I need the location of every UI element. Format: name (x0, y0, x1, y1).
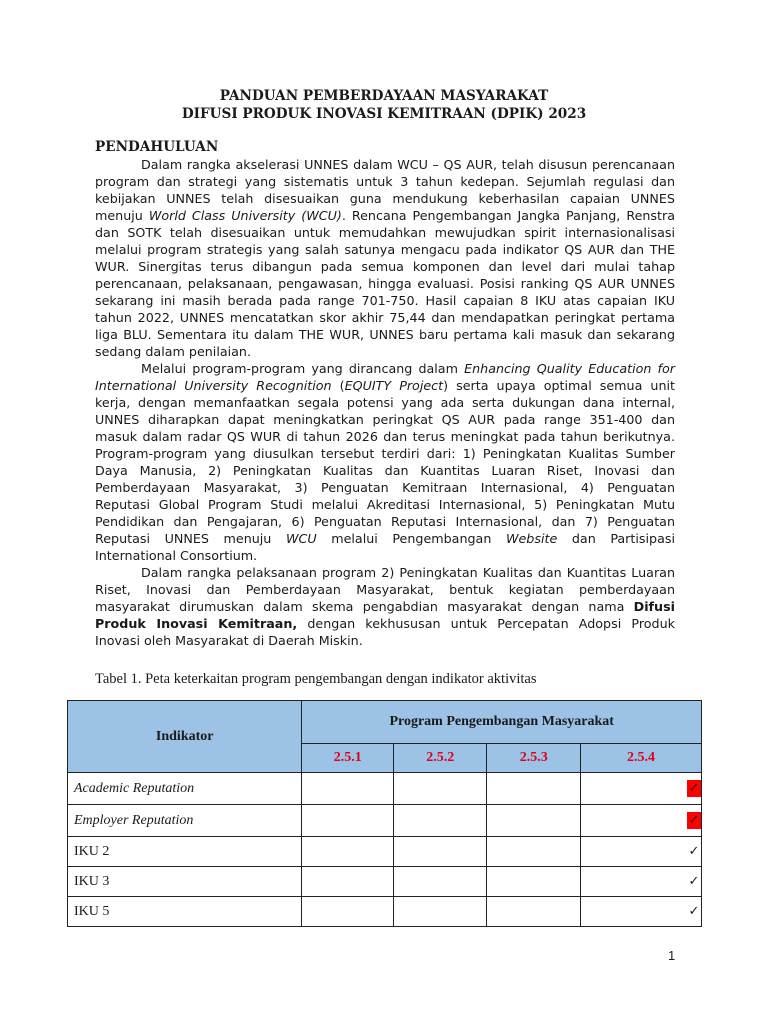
text-line: Daya Manusia, 2) Peningkatan Kualitas dan Kuantitas Luaran Riset, Inovasi dan (95, 463, 675, 478)
text-line: Program-program yang diusulkan tersebut terdiri dari: 1) Peningkatan Kualitas Sumber (95, 446, 675, 461)
text-line: masuk dalam radar QS WUR di tahun 2026 dan terus meningkat pada tahun berikutnya. (95, 429, 675, 444)
indicator-table (67, 700, 702, 927)
text-line: program dan strategi yang sistematis untuk 3 tahun kedepan. Sejumlah regulasi dan (95, 174, 675, 189)
text-line: liga BLU. Sementara itu dalam THE WUR, UNNES baru pertama kali masuk dan sekarang (95, 327, 675, 342)
text-line: dan SOTK telah disesuaikan untuk memudahkan mewujudkan spirit internasionalisasi (95, 225, 675, 240)
table-row (68, 897, 702, 927)
text-line: Riset, Inovasi dan Pemberdayaan Masyarakat, bentuk kegiatan pemberdayaan (95, 582, 675, 597)
page-number: 1 (668, 948, 676, 963)
text-line: melalui program strategis yang salah satunya mengacu pada indikator QS AUR dan THE (95, 242, 675, 257)
text-line: Pendidikan dan Pengajaran, 6) Penguatan Reputasi Internasional, dan 7) Penguatan (95, 514, 675, 529)
empty-cell (394, 867, 487, 897)
empty-cell (302, 897, 394, 927)
text-line: kerja, dengan memanfaatkan segala potensi yang ada serta dukungan dana internal, (95, 395, 675, 410)
paragraph-1 (95, 156, 675, 360)
indicator-label: Academic Reputation (68, 773, 302, 805)
text-line: menuju World Class University (WCU). Rencana Pengembangan Jangka Panjang, Renstra (95, 208, 675, 223)
text-line: International Consortium. (95, 548, 258, 563)
code-2-5-1: 2.5.1 (302, 744, 394, 773)
text-line: Melalui program-program yang dirancang dalam Enhancing Quality Education for (141, 361, 675, 376)
check-cell-2-5-4 (581, 805, 702, 837)
text-line: kebijakan UNNES telah disesuaikan guna mendukung keberhasilan capaian UNNES (95, 191, 675, 206)
indicator-label: Employer Reputation (68, 805, 302, 837)
empty-cell (302, 867, 394, 897)
table-row (68, 773, 702, 805)
checkmark-icon: ✓ (688, 844, 700, 859)
check-cell-2-5-4 (581, 897, 702, 927)
empty-cell (394, 773, 487, 805)
text-line: UNNES diharapkan dapat meningkatkan peringkat QS AUR pada range 351-400 dan (95, 412, 675, 427)
text-line: masyarakat dirumuskan dalam skema pengabdian masyarakat dengan nama Difusi (95, 599, 675, 614)
text-line: WUR. Sinergitas terus dibangun pada semua komponen dan level dari mulai tahap (95, 259, 675, 274)
document-title-line-1: PANDUAN PEMBERDAYAAN MASYARAKAT (219, 88, 549, 104)
empty-cell (487, 897, 581, 927)
header-indikator: Indikator (68, 701, 302, 773)
empty-cell (487, 837, 581, 867)
empty-cell (394, 837, 487, 867)
table-row (68, 837, 702, 867)
text-line: Dalam rangka pelaksanaan program 2) Peningkatan Kualitas dan Kuantitas Luaran (141, 565, 675, 580)
paragraph-2 (95, 360, 675, 564)
empty-cell (394, 805, 487, 837)
empty-cell (394, 897, 487, 927)
empty-cell (487, 805, 581, 837)
check-cell-2-5-4 (581, 867, 702, 897)
check-cell-2-5-4 (581, 837, 702, 867)
text-line: Inovasi oleh Masyarakat di Daerah Miskin. (95, 633, 363, 648)
indicator-label: IKU 5 (68, 897, 302, 927)
table-caption: Tabel 1. Peta keterkaitan program pengembangan dengan indikator aktivitas (95, 671, 537, 687)
text-line: Reputasi UNNES menuju WCU melalui Pengembangan Website dan Partisipasi (95, 531, 675, 546)
paragraph-3 (95, 564, 675, 649)
empty-cell (302, 805, 394, 837)
header-program: Program Pengembangan Masyarakat (302, 701, 702, 744)
table-header-row (68, 701, 702, 744)
text-line: perencanaan, pelaksanaan, pengawasan, hingga evaluasi. Posisi ranking QS AUR UNNES (95, 276, 675, 291)
table-row (68, 805, 702, 837)
empty-cell (487, 867, 581, 897)
checkmark-icon: ✓ (688, 904, 700, 919)
code-2-5-4: 2.5.4 (581, 744, 702, 773)
checkmark-icon: ✓ (688, 813, 700, 828)
section-heading: PENDAHULUAN (95, 139, 219, 155)
code-2-5-2: 2.5.2 (394, 744, 487, 773)
text-line: tahun 2022, UNNES mencatatkan skor akhir 75,44 dan mendapatkan peringkat pertama (95, 310, 675, 325)
indicator-label: IKU 2 (68, 837, 302, 867)
empty-cell (302, 837, 394, 867)
text-line: Dalam rangka akselerasi UNNES dalam WCU – QS AUR, telah disusun perencanaan (141, 157, 675, 172)
text-line: Reputasi Global Program Studi melalui Akreditasi Internasional, 5) Peningkatan Mutu (95, 497, 675, 512)
text-line: Produk Inovasi Kemitraan, dengan kekhususan untuk Percepatan Adopsi Produk (95, 616, 675, 631)
text-line: International University Recognition (EQUITY Project) serta upaya optimal semua unit (95, 378, 675, 393)
text-line: Pemberdayaan Masyarakat, 3) Penguatan Kemitraan Internasional, 4) Penguatan (95, 480, 675, 495)
text-line: sedang dalam penilaian. (95, 344, 251, 359)
check-cell-2-5-4 (581, 773, 702, 805)
indicator-label: IKU 3 (68, 867, 302, 897)
checkmark-icon: ✓ (688, 874, 700, 889)
document-title-line-2: DIFUSI PRODUK INOVASI KEMITRAAN (DPIK) 2023 (181, 106, 587, 122)
table-row (68, 867, 702, 897)
empty-cell (302, 773, 394, 805)
checkmark-icon: ✓ (688, 781, 700, 796)
text-line: sekarang ini masih berada pada range 701-750. Hasil capaian 8 IKU atas capaian IKU (95, 293, 675, 308)
empty-cell (487, 773, 581, 805)
code-2-5-3: 2.5.3 (487, 744, 581, 773)
